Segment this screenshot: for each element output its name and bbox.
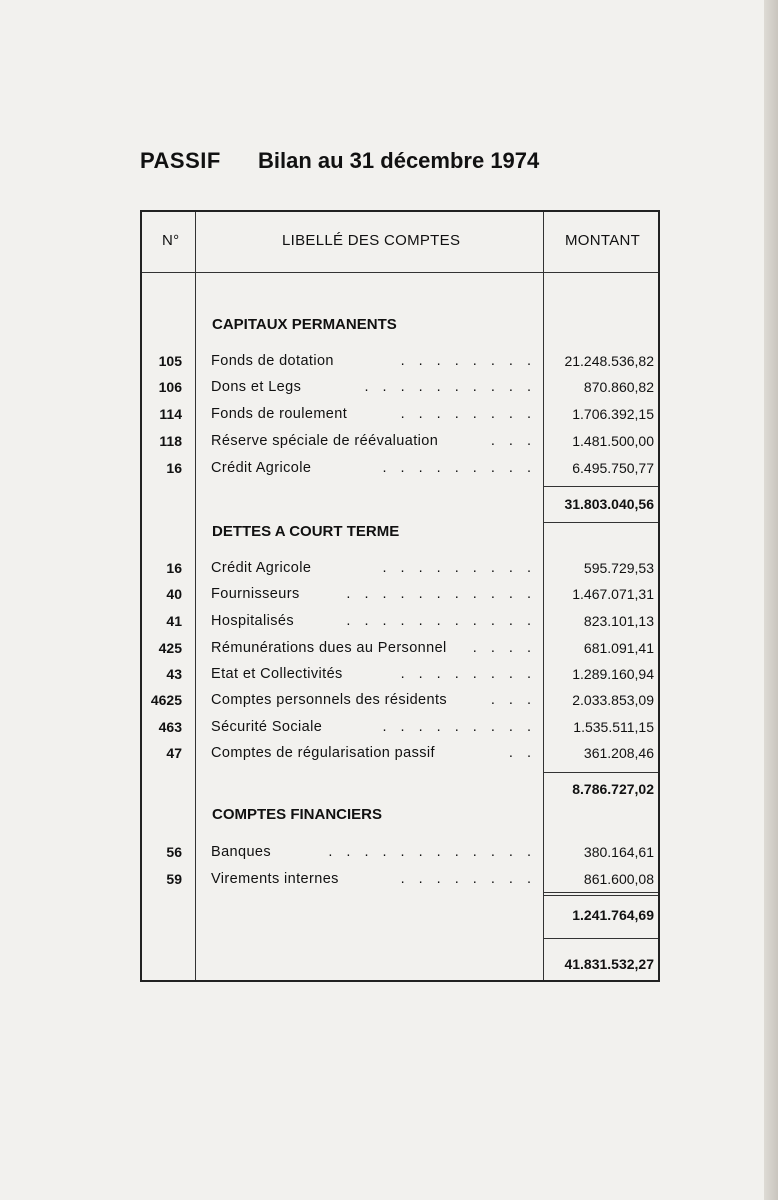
leader-dots: . . [508,745,536,761]
account-label: Virements internes [211,871,339,887]
leader-dots: . . . . . . . . . . . . [328,844,536,860]
account-label: Réserve spéciale de réévaluation [211,433,439,449]
account-amount: 861.600,08 [583,871,654,887]
leader-dots: . . . . . . . . [400,666,536,682]
table-row [142,460,658,482]
account-label: Crédit Agricole [211,560,312,576]
account-label: Banques [211,844,272,860]
account-amount: 6.495.750,77 [572,460,654,476]
account-code: 40 [166,586,182,602]
grand-total-rule [543,938,658,939]
table-row [142,586,658,608]
leader-dots: . . . . . . . . . . . [346,613,536,629]
table-row [142,353,658,375]
page-edge [764,0,778,1200]
leader-dots: . . . . . . . . . . . [346,586,536,602]
table-row [142,640,658,662]
account-amount: 1.467.071,31 [572,586,654,602]
account-amount: 361.208,46 [583,745,654,761]
account-code: 118 [159,433,182,449]
account-amount: 1.289.160,94 [572,666,654,682]
leader-dots: . . . . . . . . . [382,560,536,576]
leader-dots: . . . . . . . . [400,406,536,422]
account-amount: 823.101,13 [583,613,654,629]
account-label: Dons et Legs [211,379,302,395]
account-label: Comptes de régularisation passif [211,745,435,761]
table-row [142,745,658,767]
account-code: 4625 [150,692,182,708]
table-row [142,613,658,635]
account-amount: 681.091,41 [583,640,654,656]
section-title: COMPTES FINANCIERS [212,806,383,823]
account-amount: 870.860,82 [583,379,654,395]
table-row [142,692,658,714]
account-code: 425 [158,640,182,656]
account-amount: 21.248.536,82 [564,353,654,369]
account-amount: 1.481.500,00 [572,433,654,449]
account-amount: 2.033.853,09 [572,692,654,708]
account-label: Hospitalisés [211,613,294,629]
subtotal-rule [543,892,658,896]
account-label: Comptes personnels des résidents [211,692,448,708]
leader-dots: . . . . . . . . [400,353,536,369]
account-amount: 595.729,53 [583,560,654,576]
leader-dots: . . . . . . . . . [382,719,536,735]
column-header-montant: MONTANT [565,232,641,249]
account-code: 114 [159,406,182,422]
account-amount: 380.164,61 [583,844,654,860]
account-label: Rémunérations dues au Personnel [211,640,447,656]
account-label: Fonds de roulement [211,406,348,422]
leader-dots: . . . . . . . . . . [364,379,536,395]
account-code: 56 [166,844,182,860]
leader-dots: . . . [490,692,536,708]
column-header-libelle: LIBELLÉ DES COMPTES [282,232,461,249]
leader-dots: . . . [490,433,536,449]
table-row [142,560,658,582]
table-row [142,433,658,455]
passif-heading: PASSIF [140,148,221,173]
account-label: Sécurité Sociale [211,719,323,735]
account-code: 47 [166,745,182,761]
subtotal-rule [543,772,658,773]
account-code: 59 [166,871,182,887]
table-row [142,406,658,428]
section-title: DETTES A COURT TERME [212,523,400,540]
account-amount: 1.535.511,15 [573,719,654,735]
account-code: 463 [158,719,182,735]
account-amount: 1.706.392,15 [572,406,654,422]
column-header-no: N° [162,232,180,249]
balance-table [140,210,660,982]
section-total: 31.803.040,56 [564,496,654,512]
table-row [142,871,658,893]
account-code: 16 [166,560,182,576]
table-row [142,666,658,688]
grand-total: 41.831.532,27 [564,956,654,972]
section-title: CAPITAUX PERMANENTS [212,316,397,333]
account-code: 41 [166,613,182,629]
table-row [142,379,658,401]
leader-dots: . . . . . . . . . [382,460,536,476]
account-label: Etat et Collectivités [211,666,343,682]
account-code: 105 [158,353,182,369]
table-row [142,844,658,866]
account-label: Crédit Agricole [211,460,312,476]
subtotal-rule [543,486,658,487]
account-label: Fournisseurs [211,586,300,602]
account-code: 43 [166,666,182,682]
subtotal-rule [543,522,658,523]
account-code: 106 [158,379,182,395]
account-label: Fonds de dotation [211,353,334,369]
section-total: 8.786.727,02 [572,781,654,797]
table-row [142,719,658,741]
leader-dots: . . . . . . . . [400,871,536,887]
account-code: 16 [166,460,182,476]
section-total: 1.241.764,69 [572,907,654,923]
header-divider [142,272,658,273]
leader-dots: . . . . [472,640,536,656]
page-title: Bilan au 31 décembre 1974 [258,148,540,173]
